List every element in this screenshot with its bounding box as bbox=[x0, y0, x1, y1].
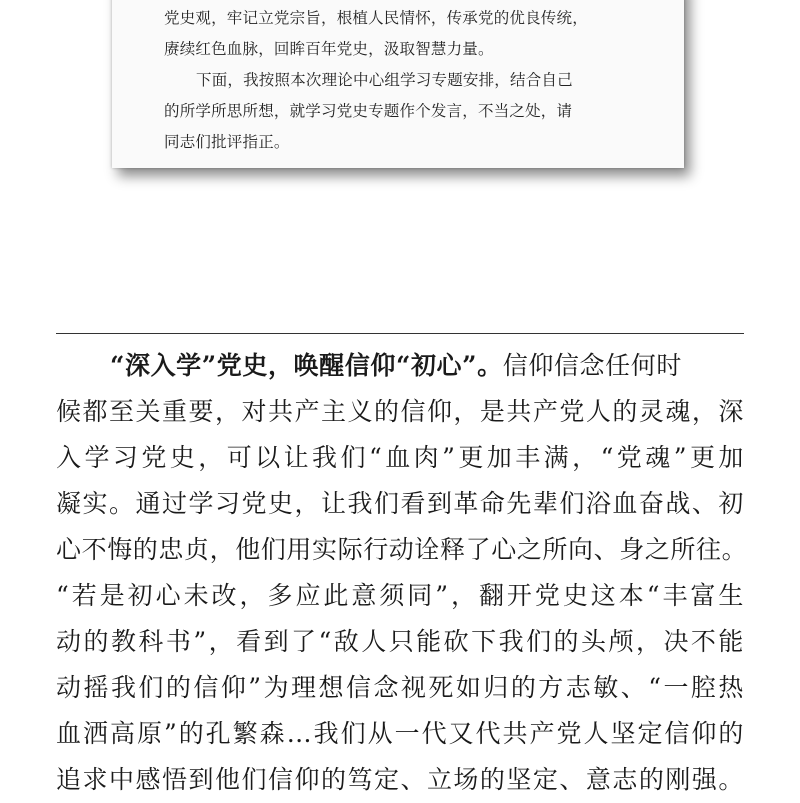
article-line: 血洒高原”的孔繁森…我们从一代又代共产党人坚定信仰的 bbox=[56, 719, 744, 748]
article-line: 动摇我们的信仰”为理想信念视死如归的方志敏、“一腔热 bbox=[56, 673, 744, 702]
preview-line: 党史观，牢记立党宗旨，根植人民情怀，传承党的优良传统， bbox=[164, 9, 588, 27]
article-line: “若是初心未改，多应此意须同”，翻开党史这本“丰富生 bbox=[56, 581, 744, 610]
preview-text-block bbox=[164, 0, 648, 158]
article-first-line bbox=[56, 343, 756, 389]
article-body bbox=[56, 343, 756, 803]
preview-line: 同志们批评指正。 bbox=[164, 133, 290, 151]
section-divider bbox=[56, 333, 744, 334]
preview-line: 的所学所思所想，就学习党史专题作个发言，不当之处，请 bbox=[164, 102, 573, 120]
article-line: 候都至关重要，对共产主义的信仰，是共产党人的灵魂，深 bbox=[56, 397, 744, 426]
section-heading: “深入学”党史，唤醒信仰“初心”。 bbox=[110, 351, 503, 380]
preview-line: 赓续红色血脉，回眸百年党史，汲取智慧力量。 bbox=[164, 40, 494, 58]
article-line: 追求中感悟到他们信仰的笃定、立场的坚定、意志的刚强。 bbox=[56, 765, 744, 794]
document-page-preview bbox=[112, 0, 684, 168]
preview-line: 下面，我按照本次理论中心组学习专题安排，结合自己 bbox=[196, 71, 573, 89]
article-line: 凝实。通过学习党史，让我们看到革命先辈们浴血奋战、初 bbox=[56, 489, 744, 518]
article-line: 动的教科书”，看到了“敌人只能砍下我们的头颅，决不能 bbox=[56, 627, 744, 656]
first-line-text: 信仰信念任何时 bbox=[502, 351, 682, 380]
article-line: 心不悔的忠贞，他们用实际行动诠释了心之所向、身之所往。 bbox=[56, 535, 748, 564]
article-line: 入学习党史，可以让我们“血肉”更加丰满，“党魂”更加 bbox=[56, 443, 744, 472]
